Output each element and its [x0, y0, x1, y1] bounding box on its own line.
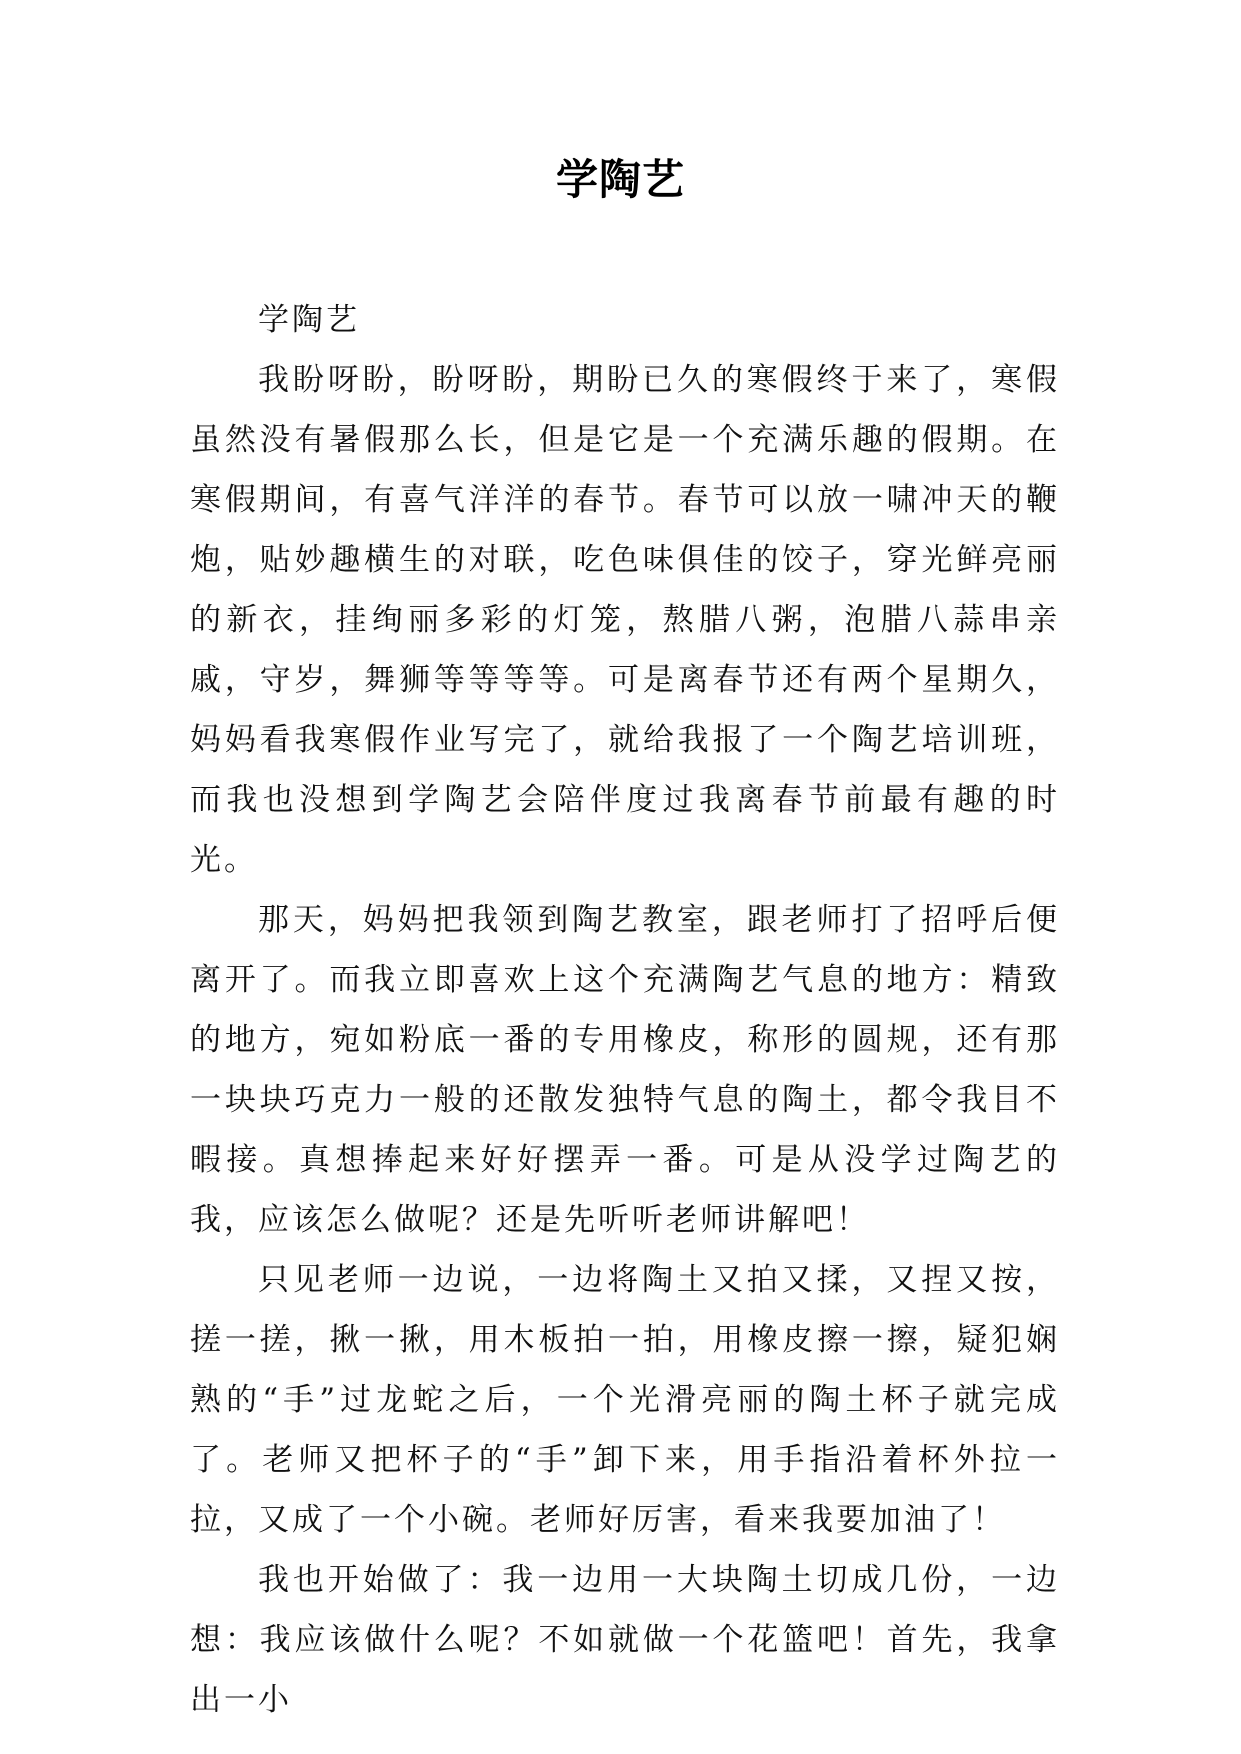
paragraph: 学陶艺 — [258, 302, 360, 338]
document-title: 学陶艺 — [555, 155, 685, 204]
paragraph: 我也开始做了：我一边用一大块陶土切成几份，一边想：我应该做什么呢？不如就做一个花篮吧！首先，我拿出一小 — [190, 1562, 1060, 1718]
paragraph: 那天，妈妈把我领到陶艺教室，跟老师打了招呼后便离开了。而我立即喜欢上这个充满陶艺气息的地方：精致的地方，宛如粉底一番的专用橡皮，称形的圆规，还有那一块块巧克力一般的还散发独特气息的陶土，都令我目不暇接。真想捧起来好好摆弄一番。可是从没学过陶艺的我，应该怎么做呢？还是先听听老师讲解吧！ — [190, 902, 1060, 1238]
paragraph: 我盼呀盼，盼呀盼，期盼已久的寒假终于来了，寒假虽然没有暑假那么长，但是它是一个充满乐趣的假期。在寒假期间，有喜气洋洋的春节。春节可以放一啸冲天的鞭炮，贴妙趣横生的对联，吃色味俱佳的饺子，穿光鲜亮丽的新衣，挂绚丽多彩的灯笼，熬腊八粥，泡腊八蒜串亲戚，守岁，舞狮等等等等。可是离春节还有两个星期久，妈妈看我寒假作业写完了，就给我报了一个陶艺培训班，而我也没想到学陶艺会陪伴度过我离春节前最有趣的时光。 — [190, 362, 1060, 878]
paragraph: 只见老师一边说，一边将陶土又拍又揉，又捏又按，搓一搓，揪一揪，用木板拍一拍，用橡皮擦一擦，疑犯娴熟的“手”过龙蛇之后，一个光滑亮丽的陶土杯子就完成了。老师又把杯子的“手”卸下来，用手指沿着杯外拉一拉，又成了一个小碗。老师好厉害，看来我要加油了！ — [190, 1262, 1060, 1538]
document-body — [190, 290, 1060, 1730]
